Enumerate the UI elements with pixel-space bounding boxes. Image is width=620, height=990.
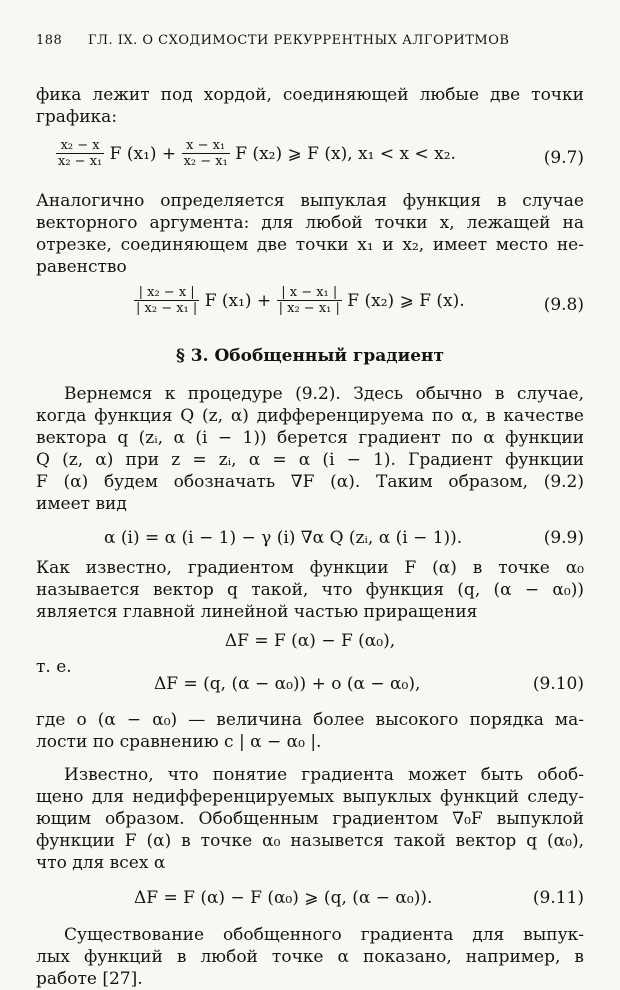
text-line: Существование обобщенного градиента для выпук- — [64, 925, 584, 945]
text-line: ющим образом. Обобщенным градиентом ∇₀F выпуклой — [36, 809, 584, 829]
formula-9-10: ΔF = (q, (α − α₀)) + o (α − α₀), (9.10) — [154, 674, 584, 694]
equation-number: (9.8) — [543, 295, 584, 315]
text-line: Известно, что понятие градиента может быть обоб- — [64, 765, 584, 785]
formula-9-7: $\frac{\text{x₂ − x}}{\text{x₂ − x₁}}$ F (x₁) + $\frac{\text{x − x₁}}{\text{x₂ − x₁}}$ F (x₂) ⩾ F (x), x₁ < x < x₂. (9.7) — [58, 138, 584, 169]
text-line: графика: — [36, 107, 118, 127]
fraction: $\frac{\text{| x₂ − x |}}{\text{| x₂ − x₁ |}}$ — [136, 285, 198, 316]
text-line: Аналогично определяется выпуклая функция в случае — [36, 191, 584, 211]
text-line: является главной линейной частью приращения — [36, 602, 478, 622]
text-line: равенство — [36, 257, 127, 277]
text-line: Q (z, α) при z = zᵢ, α = α (i − 1). Градиент функции — [36, 450, 584, 470]
fraction: $\frac{\text{x − x₁}}{\text{x₂ − x₁}}$ — [183, 138, 228, 169]
equation-number: (9.7) — [543, 148, 584, 168]
text-line: вектора q (zᵢ, α (i − 1)) берется градиент по α функции — [36, 428, 584, 448]
text-line: функции F (α) в точке α₀ назывется такой вектор q (α₀), — [36, 831, 584, 851]
formula-delta-f: ΔF = F (α) − F (α₀), — [224, 631, 396, 651]
fraction: $\frac{\text{x₂ − x}}{\text{x₂ − x₁}}$ — [58, 138, 103, 169]
text-line: отрезке, соединяющем две точки x₁ и x₂, имеет место не- — [36, 235, 584, 255]
fraction: $\frac{\text{| x − x₁ |}}{\text{| x₂ − x₁ |}}$ — [278, 285, 340, 316]
text-line: лых функций в любой точке α показано, например, в — [36, 947, 584, 967]
text-line: векторного аргумента: для любой точки x, лежащей на — [36, 213, 584, 233]
text-line: имеет вид — [36, 494, 127, 514]
text-line: F (α) будем обозначать ∇F (α). Таким образом, (9.2) — [36, 472, 584, 492]
text-line: т. е. — [36, 657, 72, 677]
equation-number: (9.11) — [532, 888, 584, 908]
text-line: Вернемся к процедуре (9.2). Здесь обычно в случае, — [64, 384, 584, 404]
page-number: 188 — [36, 33, 63, 48]
running-title: ГЛ. IX. О СХОДИМОСТИ РЕКУРРЕНТНЫХ АЛГОРИТМОВ — [88, 33, 510, 48]
text-line: щено для недифференцируемых выпуклых функций следу- — [36, 787, 584, 807]
section-heading: § 3. Обобщенный градиент — [175, 346, 444, 366]
text-line: что для всех α — [36, 853, 166, 873]
equation-number: (9.9) — [543, 528, 584, 548]
formula-9-11: ΔF = F (α) − F (α₀) ⩾ (q, (α − α₀)). (9.11) — [134, 888, 584, 908]
equation-number: (9.10) — [532, 674, 584, 694]
text-line: лости по сравнению с | α − α₀ |. — [36, 732, 322, 752]
text-line: где o (α − α₀) — величина более высокого порядка ма- — [36, 710, 584, 730]
text-line: называется вектор q такой, что функция (q, (α − α₀)) — [36, 580, 584, 600]
text-line: Как известно, градиентом функции F (α) в точке α₀ — [36, 558, 584, 578]
text-line: фика лежит под хордой, соединяющей любые две точки — [36, 85, 584, 105]
formula-9-8: $\frac{\text{| x₂ − x |}}{\text{| x₂ − x₁ |}}$ F (x₁) + $\frac{\text{| x − x₁ |}}{\text{| x₂ − x₁ |}}$ F (x₂) ⩾ F (x). (9.8) — [136, 285, 584, 316]
formula-9-9: α (i) = α (i − 1) − γ (i) ∇α Q (zᵢ, α (i − 1)). (9.9) — [104, 528, 584, 548]
text-line: работе [27]. — [36, 969, 143, 989]
text-line: когда функция Q (z, α) дифференцируема по α, в качестве — [36, 406, 584, 426]
